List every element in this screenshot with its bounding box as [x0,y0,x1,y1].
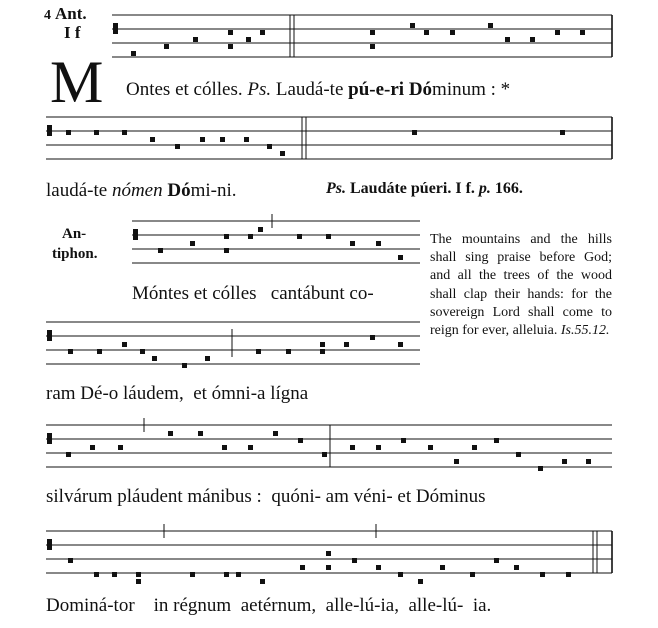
lyric-line-2-e: mi-ni. [190,180,237,201]
staff-1 [112,15,612,57]
lyric-line-2-d: Dó [167,180,191,201]
lyric-line-2-a: laudá-te [46,180,112,201]
lyric-line-6: Dominá-tor in régnum aetérnum, alle-lú-ia, alle-lú- ia. [46,595,492,616]
antiphon-ant-label: Ant. [55,4,87,23]
lyric-line-5: silvárum pláudent mánibus : quóni- am véni- et Dóminus [46,486,486,507]
staff-3 [132,214,420,263]
staff-4 [46,322,420,364]
lyric-line-4: ram Dé-o láudem, et ómni-a lígna [46,383,309,404]
lyric-line-1-bold1: pú-e-ri [348,79,405,100]
psalm-reference [326,180,523,198]
antiphon-header [44,5,87,42]
translation-box [430,231,612,340]
initial-letter: M [50,49,104,115]
lyric-line-1-mid: Laudá-te [271,79,349,100]
psalm-reference-ps: Ps. [326,180,346,197]
antiphon-label-line-1: An- [62,226,87,242]
lyric-line-2 [46,181,237,200]
antiphon-label [52,224,98,265]
lyric-line-1 [126,80,510,99]
lyric-line-1-bold2: Dó [408,79,433,100]
antiphon-number: 4 [44,8,51,23]
antiphon-number-line [44,5,87,24]
lyric-line-1-post: minum : * [432,79,511,100]
antiphon-mode: I f [64,22,81,42]
psalm-reference-p: p. [478,180,491,197]
lyric-line-2-b: nómen [111,180,163,201]
lyric-line-1-ps: Ps. [247,79,272,100]
lyric-line-1-pre: Ontes et cólles. [126,79,248,100]
psalm-reference-text: Laudáte púeri. I f. [346,180,479,197]
lyric-line-3: Móntes et cólles cantábunt co- [132,283,374,304]
staff-5 [46,418,612,467]
staff-2 [46,117,612,159]
antiphon-label-line-2: tiphon. [52,246,98,263]
psalm-reference-page: 166. [490,180,523,197]
translation-reference: Is.55.12. [560,322,610,338]
translation-text: The mountains and the hills shall sing praise before God; and all the trees of the wood shall clap their hands: for the sovereign Lord shall come to reign for ever, alleluia. [430,232,612,338]
